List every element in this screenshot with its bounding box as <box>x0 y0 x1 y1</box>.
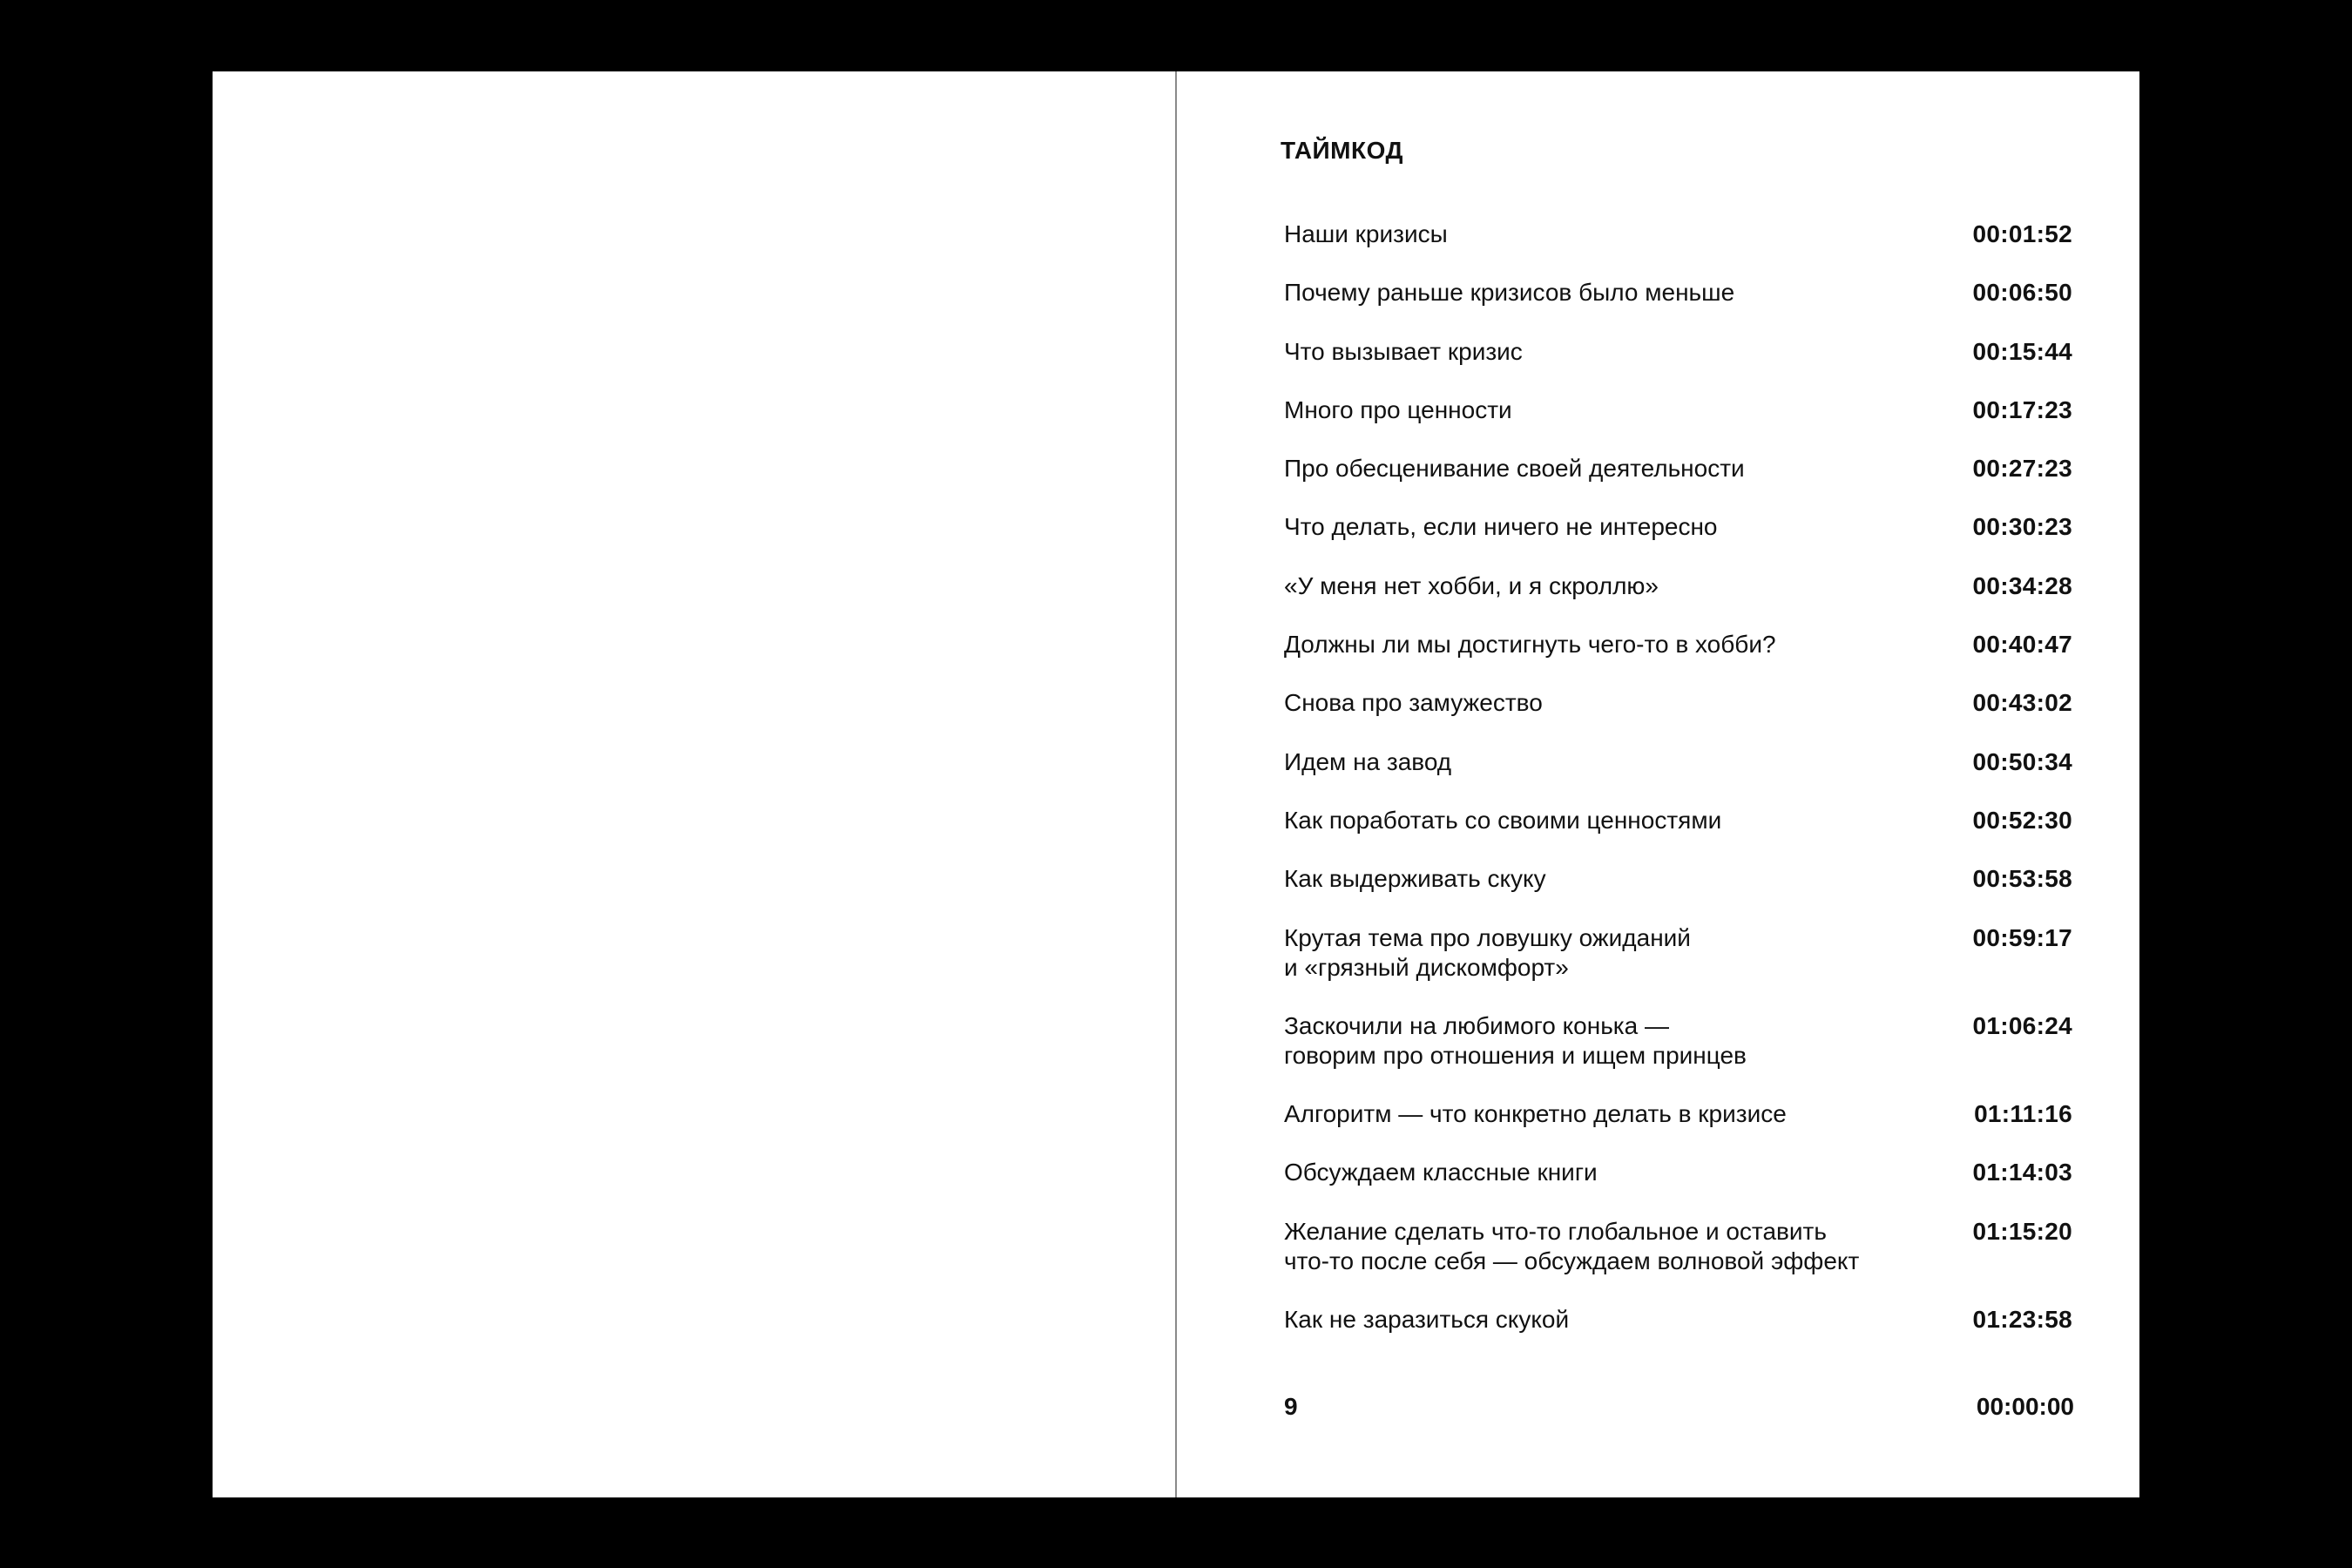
entry-timecode: 00:15:44 <box>1972 337 2072 365</box>
entry-title: Как поработать со своими ценностями <box>1284 806 1722 834</box>
timecode-entry <box>1284 747 2072 777</box>
entry-timecode: 00:53:58 <box>1972 865 2072 893</box>
entry-timecode: 00:50:34 <box>1972 747 2072 775</box>
entry-timecode: 01:06:24 <box>1972 1011 2072 1039</box>
entry-title: Что делать, если ничего не интересно <box>1284 513 1718 541</box>
timecode-entry <box>1284 454 2072 483</box>
timecode-entry <box>1284 278 2072 308</box>
entry-title: Что вызывает кризис <box>1284 337 1523 365</box>
left-page-blank <box>213 71 1175 1497</box>
entry-timecode: 00:59:17 <box>1972 923 2072 951</box>
entry-title: Алгоритм — что конкретно делать в кризисе <box>1284 1100 1787 1128</box>
entry-title: Наши кризисы <box>1284 220 1448 247</box>
timecode-entry <box>1284 1099 2072 1129</box>
book-spread <box>213 71 2139 1497</box>
entry-title: Идем на завод <box>1284 747 1452 775</box>
entry-timecode: 01:23:58 <box>1972 1306 2072 1334</box>
entry-timecode: 01:11:16 <box>1974 1100 2072 1128</box>
entry-timecode: 00:43:02 <box>1972 689 2072 717</box>
entry-timecode: 00:34:28 <box>1972 571 2072 599</box>
page-number: 9 <box>1284 1393 1298 1420</box>
entry-title: Много про ценности <box>1284 395 1512 423</box>
timecode-entry <box>1284 1305 2072 1335</box>
timecode-entry <box>1284 688 2072 718</box>
entry-timecode: 00:52:30 <box>1972 806 2072 834</box>
right-page <box>1177 71 2139 1497</box>
timecode-entry <box>1284 337 2072 367</box>
timecode-entry <box>1284 923 2072 983</box>
entry-title: Должны ли мы достигнуть чего-то в хобби? <box>1284 631 1776 659</box>
entry-title: Крутая тема про ловушку ожиданий и «грязный дискомфорт» <box>1284 923 1691 981</box>
timecode-entry <box>1284 512 2072 542</box>
entry-title: Желание сделать что-то глобальное и оставить что-то после себя — обсуждаем волновой эффект <box>1284 1217 1860 1274</box>
timecode-entry <box>1284 1217 2072 1276</box>
entry-timecode: 00:30:23 <box>1972 513 2072 541</box>
timecode-entry <box>1284 630 2072 659</box>
entry-timecode: 00:17:23 <box>1972 395 2072 423</box>
page-heading: ТАЙМКОД <box>1281 137 1403 164</box>
entry-timecode: 01:14:03 <box>1972 1159 2072 1186</box>
entry-title: Заскочили на любимого конька — говорим про отношения и ищем принцев <box>1284 1011 1747 1069</box>
entry-timecode: 00:01:52 <box>1972 220 2072 247</box>
entry-timecode: 01:15:20 <box>1972 1217 2072 1245</box>
entry-title: Как выдерживать скуку <box>1284 865 1546 893</box>
entry-title: Обсуждаем классные книги <box>1284 1159 1598 1186</box>
timecode-entry <box>1284 1158 2072 1187</box>
timecode-entry <box>1284 864 2072 894</box>
entry-title: Почему раньше кризисов было меньше <box>1284 279 1735 307</box>
timecode-entry <box>1284 220 2072 249</box>
entry-title: Снова про замужество <box>1284 689 1543 717</box>
timecode-entry <box>1284 1011 2072 1071</box>
timecode-entry <box>1284 806 2072 835</box>
entry-timecode: 00:27:23 <box>1972 455 2072 483</box>
entry-title: Как не заразиться скукой <box>1284 1306 1570 1334</box>
footer-timecode: 00:00:00 <box>1976 1393 2074 1420</box>
timecode-entry <box>1284 571 2072 601</box>
timecode-entry <box>1284 395 2072 425</box>
entry-timecode: 00:40:47 <box>1972 631 2072 659</box>
entry-timecode: 00:06:50 <box>1972 279 2072 307</box>
page-footer <box>1284 1393 2074 1421</box>
entry-title: «У меня нет хобби, и я скроллю» <box>1284 571 1659 599</box>
timecode-list <box>1284 220 2072 1363</box>
entry-title: Про обесценивание своей деятельности <box>1284 455 1745 483</box>
